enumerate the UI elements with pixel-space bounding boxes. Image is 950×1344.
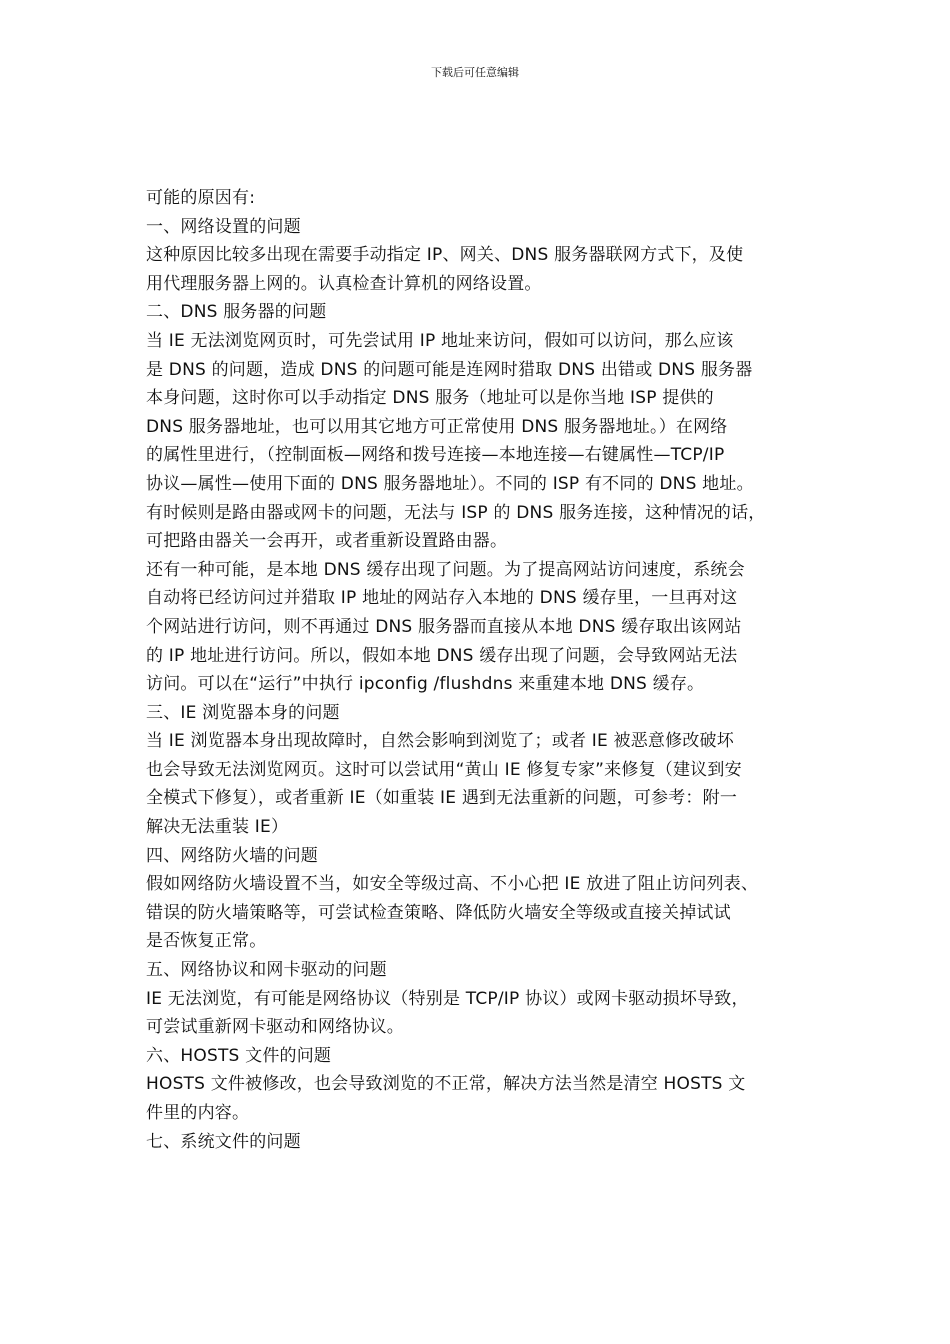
text-line: 当 IE 无法浏览网页时，可先尝试用 IP 地址来访问，假如可以访问，那么应该 xyxy=(146,330,734,351)
text-line: HOSTS 文件被修改，也会导致浏览的不正常，解决方法当然是清空 HOSTS 文 xyxy=(146,1074,746,1095)
section-heading: 四、网络防火墙的问题 xyxy=(146,845,318,866)
text-line: 本身问题，这时你可以手动指定 DNS 服务（地址可以是你当地 ISP 提供的 xyxy=(146,388,714,409)
text-line: 件里的内容。 xyxy=(146,1103,250,1123)
text-line: 也会导致无法浏览网页。这时可以尝试用“黄山 IE 修复专家”来修复（建议到安 xyxy=(146,759,742,780)
text-line: DNS 服务器地址，也可以用其它地方可正常使用 DNS 服务器地址。）在网络 xyxy=(146,416,728,437)
text-line: 解决无法重装 IE） xyxy=(146,817,289,838)
document-body xyxy=(146,184,836,1156)
section-heading: 三、IE 浏览器本身的问题 xyxy=(146,702,340,723)
text-line: 有时候则是路由器或网卡的问题，无法与 ISP 的 DNS 服务连接，这种情况的话， xyxy=(146,502,766,523)
text-line: 协议—属性—使用下面的 DNS 服务器地址）。不同的 ISP 有不同的 DNS 地址。 xyxy=(146,473,754,494)
text-line: 是否恢复正常。 xyxy=(146,931,267,952)
text-line: IE 无法浏览，有可能是网络协议（特别是 TCP/IP 协议）或网卡驱动损坏导致， xyxy=(146,988,749,1009)
text-line: 个网站进行访问，则不再通过 DNS 服务器而直接从本地 DNS 缓存取出该网站 xyxy=(146,616,742,637)
text-line: 是 DNS 的问题，造成 DNS 的问题可能是连网时猎取 DNS 出错或 DNS 服务器 xyxy=(146,359,753,380)
text-line: 假如网络防火墙设置不当，如安全等级过高、不小心把 IE 放进了阻止访问列表、 xyxy=(146,874,759,895)
section-heading: 六、HOSTS 文件的问题 xyxy=(146,1045,332,1066)
text-line: 自动将已经访问过并猎取 IP 地址的网站存入本地的 DNS 缓存里，一旦再对这 xyxy=(146,588,738,609)
section-heading: 七、系统文件的问题 xyxy=(146,1131,301,1152)
text-line: 用代理服务器上网的。认真检查计算机的网络设置。 xyxy=(146,273,542,294)
text-line: 当 IE 浏览器本身出现故障时，自然会影响到浏览了；或者 IE 被恶意修改破坏 xyxy=(146,731,734,752)
text-line: 可尝试重新网卡驱动和网络协议。 xyxy=(146,1017,404,1038)
text-line: 错误的防火墙策略等，可尝试检查策略、降低防火墙安全等级或直接关掉试试 xyxy=(146,902,731,923)
section-heading: 五、网络协议和网卡驱动的问题 xyxy=(146,960,387,981)
text-line: 的属性里进行，（控制面板—网络和拨号连接—本地连接—右键属性—TCP/IP xyxy=(146,445,725,466)
text-line: 这种原因比较多出现在需要手动指定 IP、网关、DNS 服务器联网方式下，及使 xyxy=(146,245,744,266)
text-line: 访问。可以在“运行”中执行 ipconfig /flushdns 来重建本地 DNS 缓存。 xyxy=(146,674,705,695)
text-line: 的 IP 地址进行访问。所以，假如本地 DNS 缓存出现了问题，会导致网站无法 xyxy=(146,645,738,666)
section-heading: 二、DNS 服务器的问题 xyxy=(146,302,327,323)
section-heading: 一、网络设置的问题 xyxy=(146,216,301,237)
text-line: 可能的原因有: xyxy=(146,188,256,208)
page-header: 下载后可任意编辑 xyxy=(431,66,519,79)
text-line: 还有一种可能，是本地 DNS 缓存出现了问题。为了提高网站访问速度，系统会 xyxy=(146,559,745,580)
text-line: 全模式下修复），或者重新 IE（如重装 IE 遇到无法重新的问题，可参考：附一 xyxy=(146,788,738,809)
text-line: 可把路由器关一会再开，或者重新设置路由器。 xyxy=(146,531,508,552)
